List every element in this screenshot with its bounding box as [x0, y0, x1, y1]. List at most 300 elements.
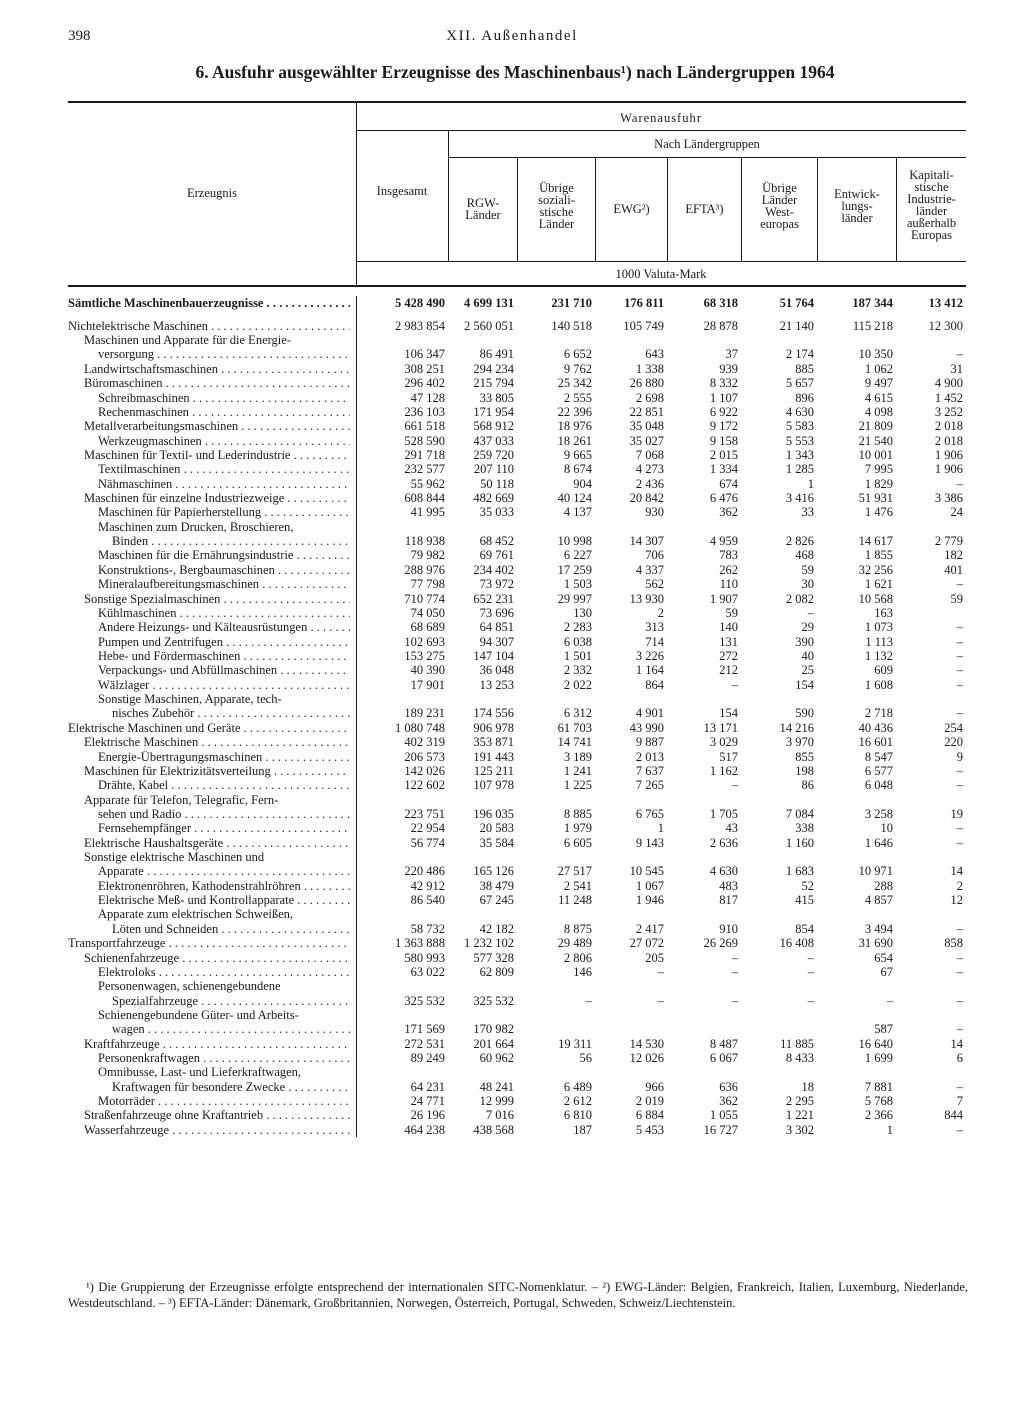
value-cell: 6 227: [563, 548, 592, 563]
row-label-cell: [68, 692, 356, 706]
value-cell: 6 884: [635, 1108, 664, 1123]
value-cell: 191 443: [473, 749, 514, 764]
spacer-cell: [448, 310, 517, 318]
table-row: [68, 476, 966, 490]
value-cell: 86: [801, 778, 814, 793]
value-cell: [595, 1022, 667, 1036]
value-cell: 483: [719, 878, 738, 893]
table-row: [68, 376, 966, 390]
value-cell: 1 476: [864, 505, 893, 520]
value-cell: 4 337: [635, 562, 664, 577]
value-cell: [595, 692, 667, 706]
value-cell: 9 158: [709, 433, 738, 448]
value-cell: 714: [645, 634, 664, 649]
value-cell: 22 851: [629, 404, 664, 419]
table-row: [68, 1008, 966, 1022]
value-cell: 562: [645, 577, 664, 592]
value-cell: 2 174: [785, 347, 814, 362]
table-row: [68, 979, 966, 993]
value-cell: 6 652: [563, 347, 592, 362]
col-header-insgesamt: [356, 185, 448, 197]
row-label-cell: [68, 821, 356, 835]
table-row: [68, 878, 966, 892]
value-cell: 362: [719, 505, 738, 520]
row-label: Elektrische Meß- und Kontrollapparate . . .: [68, 894, 350, 907]
row-label: Konstruktions-, Bergbaumaschinen . . .: [68, 564, 350, 577]
value-cell: 40 124: [557, 491, 592, 506]
value-cell: 68 452: [479, 534, 514, 549]
value-cell: [517, 792, 595, 806]
value-cell: [517, 333, 595, 347]
row-label: Transportfahrzeuge . . .: [68, 937, 350, 950]
value-cell: 1 067: [635, 878, 664, 893]
col-header-line: außerhalb: [906, 216, 957, 230]
value-cell: [817, 519, 896, 533]
value-cell: 674: [719, 476, 738, 491]
row-label: sehen und Radio . . .: [68, 808, 350, 821]
value-cell: [517, 850, 595, 864]
value-cell: 1: [886, 1122, 893, 1137]
table-row: [68, 390, 966, 404]
value-cell: [741, 907, 817, 921]
row-label-cell: [68, 764, 356, 778]
value-cell: 154: [795, 677, 814, 692]
value-cell: 16 640: [858, 1036, 893, 1051]
value-cell: 1 646: [864, 835, 893, 850]
value-cell: 207 110: [473, 462, 514, 477]
value-cell: 147 104: [473, 648, 514, 663]
value-cell: 5 657: [785, 376, 814, 391]
row-label: Mineralaufbereitungsmaschinen . . .: [68, 578, 350, 591]
value-cell: 2 022: [563, 677, 592, 692]
value-cell: 1 683: [785, 864, 814, 879]
row-label-cell: [68, 577, 356, 591]
value-cell: [896, 333, 966, 347]
value-cell: 609: [874, 663, 893, 678]
col-header-uebrige-sozialistische: [518, 182, 595, 230]
value-cell: 59: [950, 591, 963, 606]
value-cell: [741, 979, 817, 993]
table-row: [68, 835, 966, 849]
value-cell: 3 386: [934, 491, 963, 506]
value-cell: 1 221: [785, 1108, 814, 1123]
table-row: [68, 1122, 966, 1136]
row-label: Sonstige Spezialmaschinen . . .: [68, 593, 350, 606]
value-cell: 9 143: [635, 835, 664, 850]
table-title: 6. Ausfuhr ausgewählter Erzeugnisse des Maschinenbaus¹) nach Ländergruppen 1964: [195, 62, 835, 82]
value-cell: 10 350: [858, 347, 893, 362]
col-header-line: Länder: [761, 193, 798, 207]
value-cell: –: [956, 1022, 963, 1037]
value-cell: 77 798: [410, 577, 445, 592]
table-row: [68, 296, 966, 310]
value-cell: 1 906: [934, 447, 963, 462]
value-cell: 1 343: [785, 447, 814, 462]
value-cell: –: [731, 993, 738, 1008]
value-cell: 41 995: [410, 505, 445, 520]
col-header-kapitalistische: [897, 169, 966, 241]
value-cell: 325 532: [473, 993, 514, 1008]
value-cell: 6: [956, 1051, 963, 1066]
value-cell: 106 347: [404, 347, 445, 362]
row-label: Wälzlager . . .: [68, 679, 350, 692]
value-cell: 7 084: [785, 806, 814, 821]
row-label: Maschinen für Elektrizitätsverteilung . . .: [68, 765, 350, 778]
row-label-cell: [68, 333, 356, 347]
row-label: Apparate zum elektrischen Schweißen,: [98, 908, 294, 922]
value-cell: [741, 519, 817, 533]
table-row: [68, 965, 966, 979]
row-label-cell: [68, 965, 356, 979]
col-header-line: Kapitali-: [909, 168, 954, 182]
value-cell: –: [956, 634, 963, 649]
value-cell: [667, 850, 741, 864]
row-label-cell: [68, 850, 356, 864]
table-row: [68, 692, 966, 706]
value-cell: [667, 907, 741, 921]
value-cell: –: [956, 620, 963, 635]
value-cell: –: [731, 778, 738, 793]
page-number: 398: [68, 28, 91, 44]
value-cell: 1 062: [864, 361, 893, 376]
value-cell: [896, 1008, 966, 1022]
spacer-cell: [896, 310, 966, 318]
table-row: [68, 864, 966, 878]
col-header-line: Insgesamt: [376, 184, 428, 198]
value-cell: 6 765: [635, 806, 664, 821]
value-cell: 17 901: [410, 677, 445, 692]
value-cell: 7: [956, 1094, 963, 1109]
value-cell: 74 050: [410, 605, 445, 620]
value-cell: 353 871: [473, 735, 514, 750]
col-header-line: EFTA³): [685, 202, 724, 216]
row-label-cell: [68, 1022, 356, 1036]
value-cell: –: [731, 964, 738, 979]
value-cell: 6 067: [709, 1051, 738, 1066]
value-cell: 1 705: [709, 806, 738, 821]
value-cell: [517, 692, 595, 706]
value-cell: 182: [944, 548, 963, 563]
value-cell: 706: [645, 548, 664, 563]
row-label-cell: [68, 993, 356, 1007]
table-row: [68, 993, 966, 1007]
value-cell: 1 855: [864, 548, 893, 563]
col-header-line: EWG²): [613, 202, 650, 216]
value-cell: 8 332: [709, 376, 738, 391]
value-cell: 288: [874, 878, 893, 893]
value-cell: 12 999: [479, 1094, 514, 1109]
col-header-line: RGW-: [466, 196, 500, 210]
value-cell: 86 540: [410, 893, 445, 908]
row-label-cell: [68, 735, 356, 749]
row-label: Textilmaschinen . . .: [68, 463, 350, 476]
value-cell: [667, 692, 741, 706]
value-cell: 904: [573, 476, 592, 491]
value-cell: 42 182: [479, 921, 514, 936]
value-cell: 198: [795, 763, 814, 778]
value-cell: 9 762: [563, 361, 592, 376]
value-cell: 272 531: [404, 1036, 445, 1051]
value-cell: 68 689: [410, 620, 445, 635]
value-cell: 22 954: [410, 821, 445, 836]
value-cell: 5 768: [864, 1094, 893, 1109]
row-label: Maschinen für Textil- und Lederindustrie . . .: [68, 449, 350, 462]
spacer-cell: [595, 310, 667, 318]
row-label-cell: [68, 1108, 356, 1122]
row-label: Elektrische Haushaltsgeräte . . .: [68, 837, 350, 850]
value-cell: –: [956, 648, 963, 663]
value-cell: 25 342: [557, 376, 592, 391]
value-cell: –: [807, 964, 814, 979]
table-row: [68, 361, 966, 375]
value-cell: 817: [719, 893, 738, 908]
value-cell: –: [731, 677, 738, 692]
row-label-cell: [68, 835, 356, 849]
value-cell: 29: [801, 620, 814, 635]
table-row: [68, 893, 966, 907]
value-cell: 517: [719, 749, 738, 764]
value-cell: 6 577: [864, 763, 893, 778]
value-cell: 464 238: [404, 1122, 445, 1137]
value-cell: 1 232 102: [464, 936, 514, 951]
col-header-line: Länder: [465, 208, 501, 222]
row-label: Nichtelektrische Maschinen . . .: [68, 320, 350, 333]
value-cell: 59: [801, 562, 814, 577]
value-cell: 2 779: [934, 534, 963, 549]
row-label-cell: [68, 310, 356, 318]
value-cell: 3 258: [864, 806, 893, 821]
row-label-cell: [68, 807, 356, 821]
value-cell: 12 026: [629, 1051, 664, 1066]
row-label-cell: [68, 921, 356, 935]
value-cell: –: [956, 577, 963, 592]
table-row: [68, 778, 966, 792]
value-cell: 14 530: [629, 1036, 664, 1051]
value-cell: 64 851: [479, 620, 514, 635]
value-cell: 4 630: [785, 404, 814, 419]
value-cell: 401: [944, 562, 963, 577]
row-label-cell: [68, 505, 356, 519]
table-row: [68, 505, 966, 519]
value-cell: 10 568: [858, 591, 893, 606]
value-cell: 2 983 854: [395, 318, 445, 333]
value-cell: –: [956, 835, 963, 850]
value-cell: 885: [795, 361, 814, 376]
value-cell: 9 887: [635, 735, 664, 750]
value-cell: 11 885: [780, 1036, 814, 1051]
value-cell: –: [956, 921, 963, 936]
value-cell: [448, 692, 517, 706]
value-cell: 6 038: [563, 634, 592, 649]
value-cell: 20 583: [479, 821, 514, 836]
value-cell: 3 302: [785, 1122, 814, 1137]
row-label: Straßenfahrzeuge ohne Kraftantrieb . . .: [68, 1109, 350, 1122]
row-label-cell: [68, 361, 356, 375]
value-cell: [817, 792, 896, 806]
row-label-cell: [68, 318, 356, 332]
row-label: Motorräder . . .: [68, 1095, 350, 1108]
value-cell: –: [807, 950, 814, 965]
value-cell: 590: [795, 706, 814, 721]
table-row: [68, 936, 966, 950]
value-cell: 212: [719, 663, 738, 678]
value-cell: 33: [801, 505, 814, 520]
value-cell: 482 669: [473, 491, 514, 506]
value-cell: 2 018: [934, 419, 963, 434]
col-header-line: länder: [841, 211, 873, 225]
spacer-cell: [517, 310, 595, 318]
value-cell: 16 601: [858, 735, 893, 750]
value-cell: 308 251: [404, 361, 445, 376]
value-cell: 102 693: [404, 634, 445, 649]
value-cell: 13 412: [928, 296, 963, 311]
row-label-cell: [68, 907, 356, 921]
value-cell: 7 068: [635, 447, 664, 462]
value-cell: [356, 792, 448, 806]
value-cell: [517, 1065, 595, 1079]
chapter-heading: XII. Außenhandel: [446, 28, 578, 44]
value-cell: 2 560 051: [464, 318, 514, 333]
value-cell: 3 416: [785, 491, 814, 506]
value-cell: 438 568: [473, 1122, 514, 1137]
value-cell: 14 307: [629, 534, 664, 549]
value-cell: 966: [645, 1079, 664, 1094]
row-label-cell: [68, 1051, 356, 1065]
table-row: [68, 1036, 966, 1050]
value-cell: 12 300: [928, 318, 963, 333]
value-cell: 2 082: [785, 591, 814, 606]
value-cell: 6 810: [563, 1108, 592, 1123]
value-cell: 294 234: [473, 361, 514, 376]
value-cell: [896, 792, 966, 806]
row-label: Metallverarbeitungsmaschinen . . .: [68, 420, 350, 433]
value-cell: 296 402: [404, 376, 445, 391]
value-cell: 171 954: [473, 404, 514, 419]
spacer-cell: [356, 310, 448, 318]
value-cell: 48 241: [479, 1079, 514, 1094]
value-cell: 61 703: [557, 720, 592, 735]
value-cell: 18: [801, 1079, 814, 1094]
value-cell: [448, 979, 517, 993]
value-cell: [595, 1008, 667, 1022]
value-cell: 4 901: [635, 706, 664, 721]
footnotes: [68, 1280, 968, 1311]
value-cell: –: [956, 706, 963, 721]
value-cell: [356, 907, 448, 921]
value-cell: 16 727: [703, 1122, 738, 1137]
row-label-cell: [68, 634, 356, 648]
value-cell: 16 408: [779, 936, 814, 951]
row-label-cell: [68, 462, 356, 476]
value-cell: 35 048: [629, 419, 664, 434]
value-cell: 2 283: [563, 620, 592, 635]
value-cell: 52: [801, 878, 814, 893]
table-row: [68, 749, 966, 763]
value-cell: 1 503: [563, 577, 592, 592]
value-cell: –: [731, 950, 738, 965]
value-cell: 3 029: [709, 735, 738, 750]
table-row: [68, 1065, 966, 1079]
value-cell: 8 885: [563, 806, 592, 821]
value-cell: 2 295: [785, 1094, 814, 1109]
row-label: Büromaschinen . . .: [68, 377, 350, 390]
spacer-row: [68, 310, 966, 318]
row-label: Schreibmaschinen . . .: [68, 392, 350, 405]
value-cell: 215 794: [473, 376, 514, 391]
row-label-cell: [68, 1036, 356, 1050]
row-label-cell: [68, 562, 356, 576]
value-cell: 14 617: [858, 534, 893, 549]
value-cell: 939: [719, 361, 738, 376]
value-cell: 10 545: [629, 864, 664, 879]
value-cell: 6 489: [563, 1079, 592, 1094]
value-cell: 608 844: [404, 491, 445, 506]
value-cell: [817, 850, 896, 864]
value-cell: 115 218: [852, 318, 893, 333]
value-cell: 153 275: [404, 648, 445, 663]
col-header-line: Industrie-: [907, 192, 956, 206]
value-cell: 86 491: [479, 347, 514, 362]
value-cell: 254: [944, 720, 963, 735]
value-cell: 33 805: [479, 390, 514, 405]
value-cell: –: [956, 778, 963, 793]
row-label-cell: [68, 778, 356, 792]
value-cell: 4 615: [864, 390, 893, 405]
value-cell: [896, 692, 966, 706]
value-cell: 73 972: [479, 577, 514, 592]
value-cell: 12: [950, 893, 963, 908]
export-table: [68, 296, 967, 1137]
value-cell: [741, 333, 817, 347]
table-row: [68, 433, 966, 447]
value-cell: 4 959: [709, 534, 738, 549]
value-cell: [356, 979, 448, 993]
value-cell: 18 976: [557, 419, 592, 434]
value-cell: [595, 907, 667, 921]
value-cell: 40: [801, 648, 814, 663]
value-cell: 189 231: [404, 706, 445, 721]
table-row: [68, 1108, 966, 1122]
value-cell: 19 311: [558, 1036, 592, 1051]
table-row: [68, 562, 966, 576]
value-cell: [817, 907, 896, 921]
row-label-cell: [68, 296, 356, 310]
value-cell: 1 621: [864, 577, 893, 592]
value-cell: 2 018: [934, 433, 963, 448]
value-cell: 6 312: [563, 706, 592, 721]
value-cell: –: [585, 993, 592, 1008]
value-cell: 43: [725, 821, 738, 836]
value-cell: 2 366: [864, 1108, 893, 1123]
value-cell: 35 584: [479, 835, 514, 850]
row-label: wagen . . .: [68, 1023, 350, 1036]
value-cell: [356, 850, 448, 864]
value-cell: [595, 792, 667, 806]
row-label-cell: [68, 1065, 356, 1079]
value-cell: 58 732: [410, 921, 445, 936]
row-label: Apparate für Telefon, Telegrafic, Fern-: [84, 793, 279, 807]
value-cell: 1 829: [864, 476, 893, 491]
value-cell: 1 225: [563, 778, 592, 793]
table-row: [68, 706, 966, 720]
table-row: [68, 591, 966, 605]
value-cell: –: [956, 964, 963, 979]
table-row: [68, 720, 966, 734]
value-cell: 42 912: [410, 878, 445, 893]
row-label-cell: [68, 950, 356, 964]
value-cell: 3 494: [864, 921, 893, 936]
row-label: Löten und Schneiden . . .: [68, 923, 350, 936]
